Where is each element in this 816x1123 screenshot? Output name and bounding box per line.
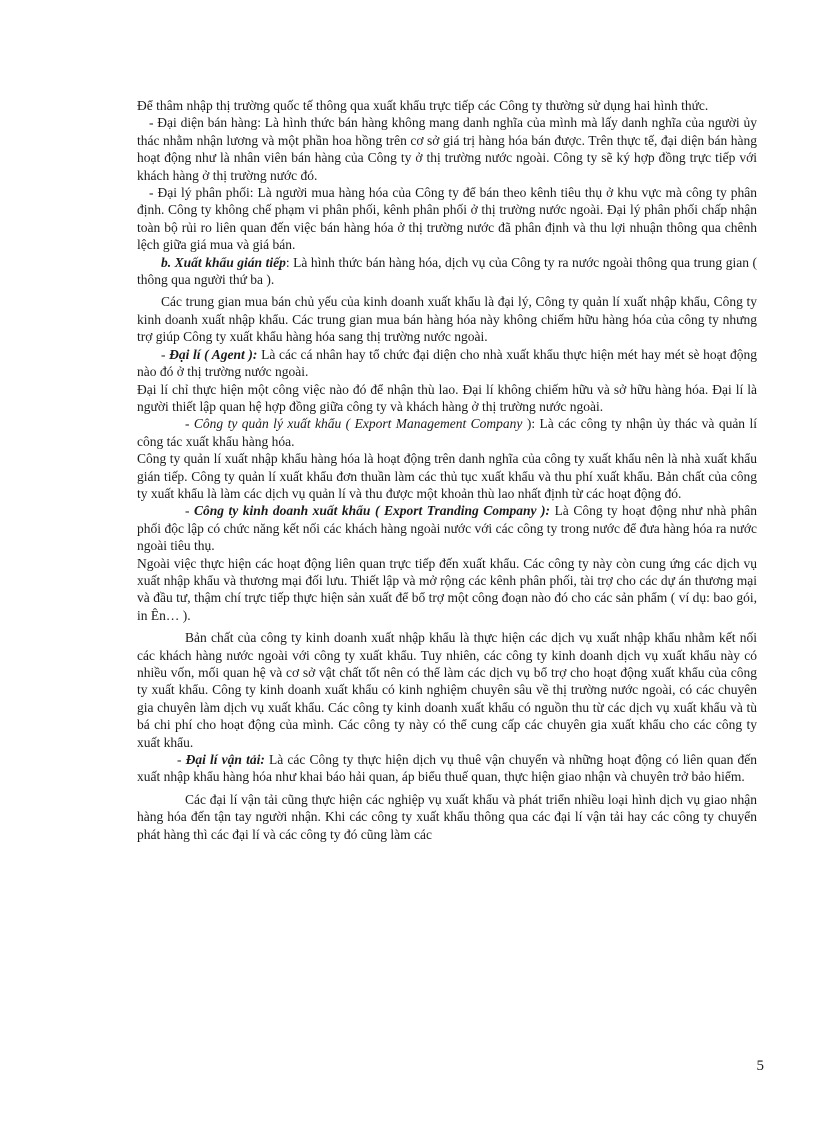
paragraph-intermediaries: Các trung gian mua bán chủ yếu của kinh doanh xuất khẩu là đại lý, Công ty quản lí xuất nhập khẩu, Công ty kinh doanh xuất nhập khẩu. Các trung gian mua bán hàng hóa này không chiếm hữu hàng hóa của công ty nhưng trợ giúp Công ty xuất khẩu hàng hóa sang thị trường nước ngoài. bbox=[137, 294, 757, 345]
agent-heading: Đại lí ( Agent ): bbox=[169, 346, 258, 362]
indirect-export-heading: b. Xuất khẩu gián tiếp bbox=[161, 254, 286, 270]
paragraph-sales-representative: - Đại diện bán hàng: Là hình thức bán hàng không mang danh nghĩa của mình mà lấy danh nghĩa của người ủy thác nhằm nhận lương và một phần hoa hồng trên cơ sở giá trị hàng hóa bán được. Trên thực tế, đại diện bán hàng hoạt động như là nhân viên bán hàng của Công ty ở thị trường nước ngoài. Công ty sẽ ký hợp đồng trực tiếp với khách hàng ở thị trường nước đó. bbox=[137, 115, 757, 183]
paragraph-export-management: - Công ty quản lý xuất khẩu ( Export Management Company ): Là các công ty nhận ủy thác và quản lí công tác xuất khẩu hàng hóa. bbox=[137, 416, 757, 449]
paragraph-transport-agent-detail: Các đại lí vận tải cũng thực hiện các nghiệp vụ xuất khẩu và phát triển nhiều loại hình dịch vụ giao nhận hàng hóa đến tận tay người nhận. Khi các công ty xuất khẩu thông qua các đại lí vận tải hay các công ty chuyển phát hàng thì các đại lí và các công ty đó cũng làm các bbox=[137, 791, 757, 842]
paragraph-agent-detail: Đại lí chỉ thực hiện một công việc nào đó để nhận thù lao. Đại lí không chiếm hữu và sở hữu hàng hóa. Đại lí là người thiết lập quan hệ hợp đồng giữa công ty và khách hàng ở thị trường nước ngoài. bbox=[137, 381, 757, 414]
paragraph-export-management-detail: Công ty quản lí xuất nhập khẩu hàng hóa là hoạt động trên danh nghĩa của công ty xuất khẩu nên là nhà xuất khẩu gián tiếp. Công ty quản lí xuất khẩu đơn thuần làm các thủ tục xuất khẩu và thu phí xuất khẩu. Bản chất của công ty xuất khẩu là làm các dịch vụ quản lí và thu được một khoản thù lao nhất định từ các hoạt động đó. bbox=[137, 451, 757, 501]
paragraph-agent: - Đại lí ( Agent ): Là các cá nhân hay tổ chức đại diện cho nhà xuất khẩu thực hiện mét hay mét sè hoạt động nào đó ở thị trường nước ngoài. bbox=[137, 346, 757, 380]
paragraph-export-trading: - Công ty kinh doanh xuất khẩu ( Export Tranding Company ): Là Công ty hoạt động như nhà phân phối độc lập có chức năng kết nối các khách hàng ngoài nước với các công ty trong nước để đưa hàng hóa ra nước ngoài tiêu thụ. bbox=[137, 503, 757, 554]
transport-agent-heading: Đại lí vận tải: bbox=[185, 752, 265, 768]
export-trading-heading: Công ty kinh doanh xuất khẩu ( Export Tranding Company ): bbox=[194, 503, 551, 519]
paragraph-indirect-export: b. Xuất khẩu gián tiếp: Là hình thức bán hàng hóa, dịch vụ của Công ty ra nước ngoài thông qua trung gian ( thông qua người thứ ba ). bbox=[137, 254, 757, 288]
paragraph-export-trading-detail: Ngoài việc thực hiện các hoạt động liên quan trực tiếp đến xuất khẩu. Các công ty này còn cung ứng các dịch vụ xuất nhập khẩu và thương mại đối lưu. Thiết lập và mở rộng các kênh phân phối, tài trợ cho các dự án thương mại và đầu tư, thậm chí trực tiếp thực hiện sản xuất để bổ trợ một công đoạn nào đó cho các sản phẩm ( ví dụ: bao gói, in Ên… ). bbox=[137, 555, 757, 623]
paragraph-transport-agent: - Đại lí vận tải: Là các Công ty thực hiện dịch vụ thuê vận chuyển và những hoạt động có liên quan đến xuất nhập khẩu hàng hóa như khai báo hải quan, áp biểu thuế quan, thực hiện giao nhận và chuyên trở bảo hiểm. bbox=[137, 752, 757, 785]
paragraph-export-trading-nature: Bản chất của công ty kinh doanh xuất nhập khẩu là thực hiện các dịch vụ xuất nhập khẩu nhằm kết nối các khách hàng nước ngoài với công ty xuất khẩu. Tuy nhiên, các công ty kinh doanh dịch vụ xuất khẩu này có nhiều vốn, mối quan hệ và cơ sở vật chất tốt nên có thể làm các dịch vụ bổ trợ cho hoạt động xuất khẩu của công ty xuất khẩu. Công ty kinh doanh xuất khẩu có kinh nghiệm chuyên sâu về thị trường nước ngoài, có các chuyên gia chuyên làm dịch vụ xuất khẩu. Các công ty kinh doanh xuất khẩu có nguồn thu từ các dịch vụ xuất khẩu và tù bá chi phí cho hoạt động của mình. Các công ty này có thể cung cấp các chuyên gia xuất khẩu cho các công ty xuất khẩu. bbox=[137, 630, 757, 750]
document-body bbox=[137, 97, 757, 843]
page-number: 5 bbox=[756, 1058, 764, 1074]
paragraph-distributor: - Đại lý phân phối: Là người mua hàng hóa của Công ty để bán theo kênh tiêu thụ ở khu vực mà công ty phân định. Công ty không chế phạm vi phân phối, kênh phân phối ở thị trường nước ngoài. Đại lý phân phối chấp nhận toàn bộ rủi ro liên quan đến việc bán hàng hóa ở thị trường nước đã phân định và thu lợi nhuận thông qua chênh lệch giữa giá mua và giá bán. bbox=[137, 185, 757, 253]
export-management-heading: Công ty quản lý xuất khẩu ( Export Management Company bbox=[193, 416, 523, 432]
paragraph-intro: Để thâm nhập thị trường quốc tế thông qua xuất khẩu trực tiếp các Công ty thường sử dụng hai hình thức. bbox=[137, 98, 709, 113]
